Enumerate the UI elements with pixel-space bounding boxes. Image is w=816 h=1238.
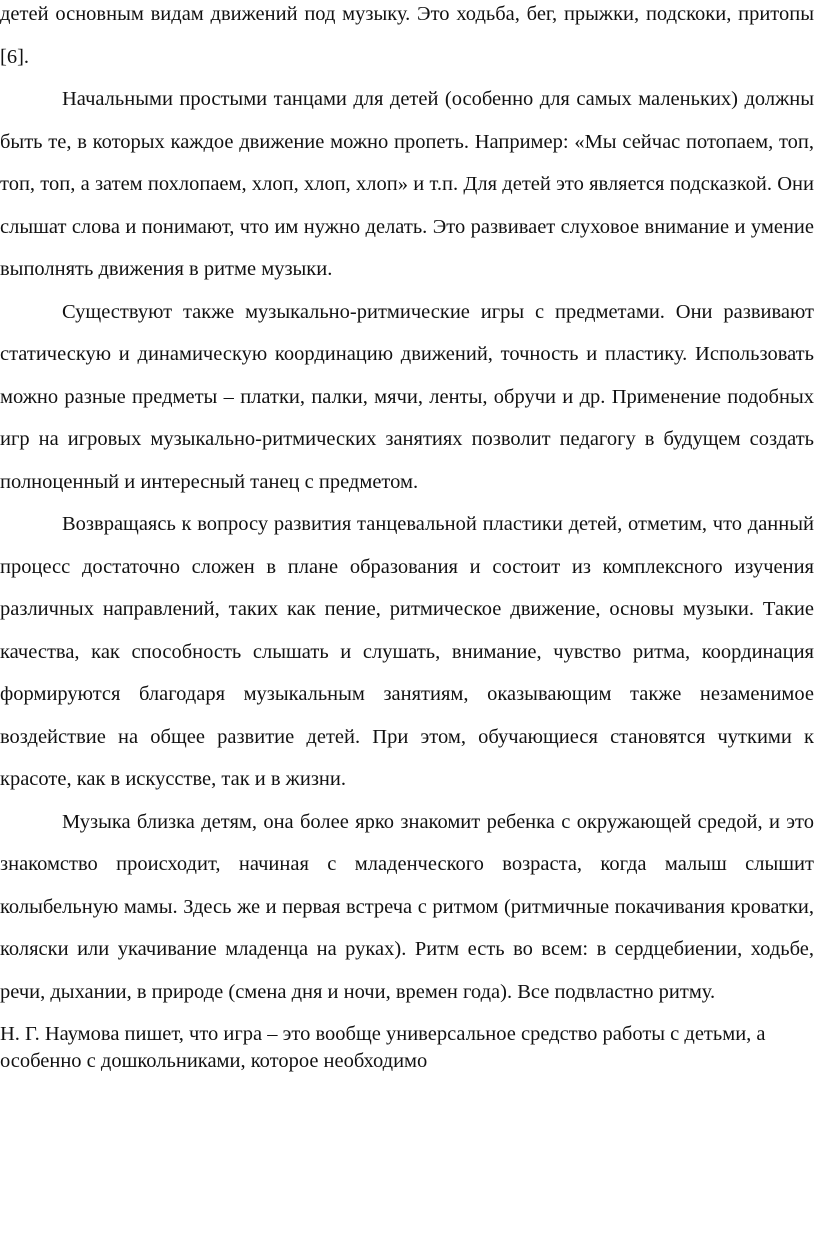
paragraph-dance-plasticity: Возвращаясь к вопросу развития танцевальной пластики детей, отметим, что данный процесс достаточно сложен в плане образования и состоит из комплексного изучения различных направлений, таких как пение, ритмическое движение, основы музыки. Такие качества, как способность слышать и слушать, внимание, чувство ритма, координация формируются благодаря музыкальным занятиям, оказывающим также незаменимое воздействие на общее развитие детей. При этом, обучающиеся становятся чуткими к красоте, как в искусстве, так и в жизни. <box>0 513 814 790</box>
paragraph-naumova-quote: Н. Г. Наумова пишет, что игра – это вообще универсальное средство работы с детьми, а особенно с дошкольниками, которое необходимо <box>0 1023 766 1072</box>
paragraph-simple-dances: Начальными простыми танцами для детей (особенно для самых маленьких) должны быть те, в которых каждое движение можно пропеть. Например: «Мы сейчас потопаем, топ, топ, топ, а затем похлопаем, хлоп, хлоп, хлоп» и т.п. Для детей это является подсказкой. Они слышат слова и понимают, что им нужно делать. Это развивает слуховое внимание и умение выполнять движения в ритме музыки. <box>0 88 814 280</box>
paragraph-games-with-objects: Существуют также музыкально-ритмические игры с предметами. Они развивают статическую и динамическую координацию движений, точность и пластику. Использовать можно разные предметы – платки, палки, мячи, ленты, обручи и др. Применение подобных игр на игровых музыкально-ритмических занятиях позволит педагогу в будущем создать полноценный и интересный танец с предметом. <box>0 300 814 493</box>
paragraph-continuation: детей основным видам движений под музыку. Это ходьба, бег, прыжки, подскоки, притопы [6]. <box>0 3 814 68</box>
paragraph-music-and-rhythm: Музыка близка детям, она более ярко знакомит ребенка с окружающей средой, и это знакомство происходит, начиная с младенческого возраста, когда малыш слышит колыбельную мамы. Здесь же и первая встреча с ритмом (ритмичные покачивания кроватки, коляски или укачивание младенца на руках). Ритм есть во всем: в сердцебиении, ходьбе, речи, дыхании, в природе (смена дня и ночи, времен года). Все подвластно ритму. <box>0 810 814 1003</box>
